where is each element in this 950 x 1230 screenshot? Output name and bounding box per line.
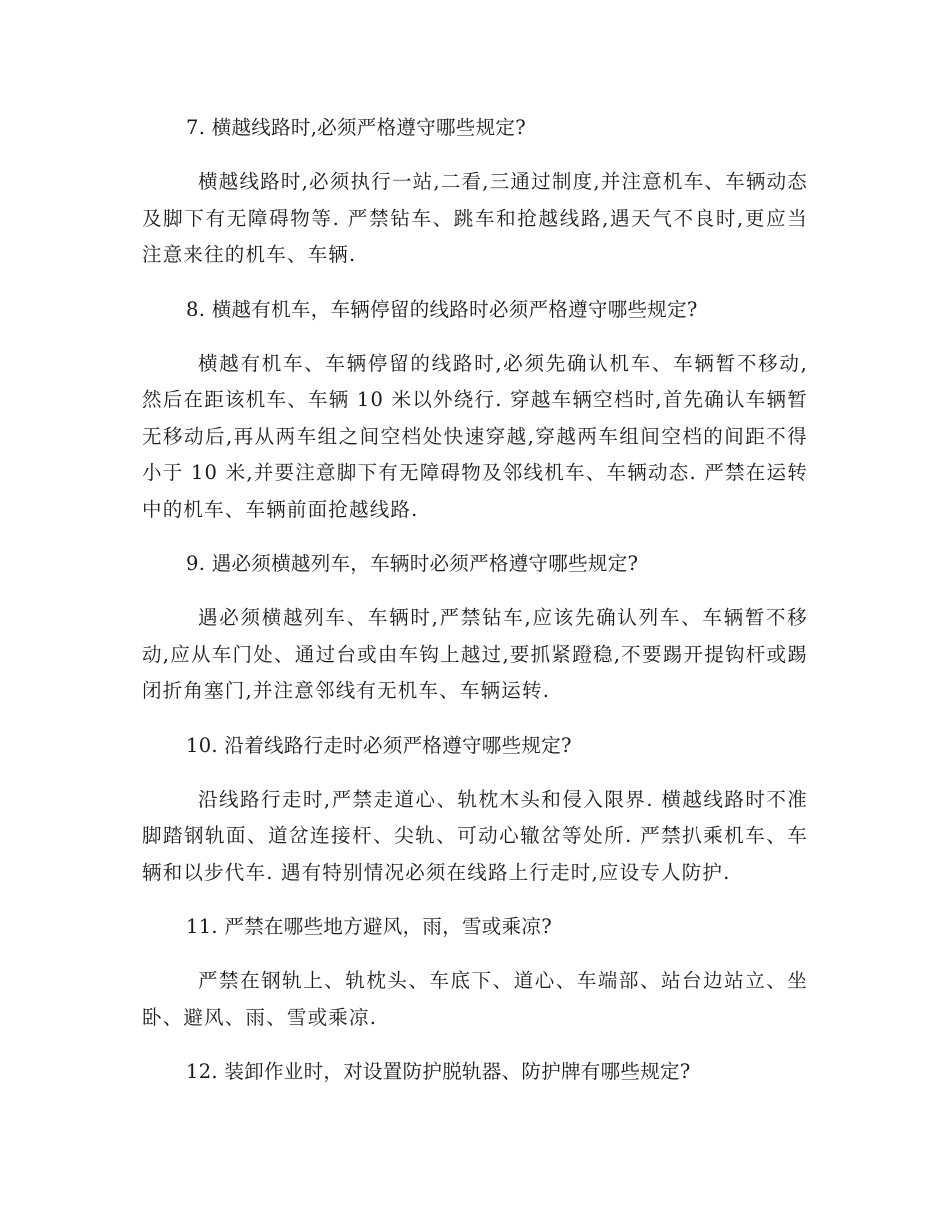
question-7: 7. 横越线路时,必须严格遵守哪些规定? <box>186 116 526 139</box>
question-12: 12. 装卸作业时，对设置防护脱轨器、防护牌有哪些规定? <box>186 1060 691 1083</box>
question-11: 11. 严禁在哪些地方避风，雨，雪或乘凉? <box>186 915 552 938</box>
answer-9: 遇必须横越列车、车辆时,严禁钻车,应该先确认列车、车辆暂不移动,应从车门处、通过台或由车钩上越过,要抓紧蹬稳,不要踢开提钩杆或踢闭折角塞门,并注意邻线有无机车、车辆运转. <box>142 606 808 702</box>
answer-8: 横越有机车、车辆停留的线路时,必须先确认机车、车辆暂不移动,然后在距该机车、车辆 10 米以外绕行. 穿越车辆空档时,首先确认车辆暂无移动后,再从两车组之间空档处快速穿越,穿越两车组间空档的间距不得小于 10 米,并要注意脚下有无障碍物及邻线机车、车辆动态. 严禁在运转中的机车、车辆前面抢越线路. <box>142 351 808 521</box>
answer-11: 严禁在钢轨上、轨枕头、车底下、道心、车端部、站台边站立、坐卧、避风、雨、雪或乘凉. <box>142 969 808 1029</box>
question-9: 9. 遇必须横越列车，车辆时必须严格遵守哪些规定? <box>186 552 639 575</box>
question-10: 10. 沿着线路行走时必须严格遵守哪些规定? <box>186 733 572 757</box>
question-8: 8. 横越有机车，车辆停留的线路时必须严格遵守哪些规定? <box>186 297 698 321</box>
answer-7: 横越线路时,必须执行一站,二看,三通过制度,并注意机车、车辆动态及脚下有无障碍物等. 严禁钻车、跳车和抢越线路,遇天气不良时,更应当注意来往的机车、车辆. <box>142 170 808 266</box>
document-body <box>142 110 808 1108</box>
answer-10: 沿线路行走时,严禁走道心、轨枕木头和侵入限界. 横越线路时不准脚踏钢轨面、道岔连接杆、尖轨、可动心辙岔等处所. 严禁扒乘机车、车辆和以步代车. 遇有特别情况必须在线路上行走时,应设专人防护. <box>142 787 808 884</box>
